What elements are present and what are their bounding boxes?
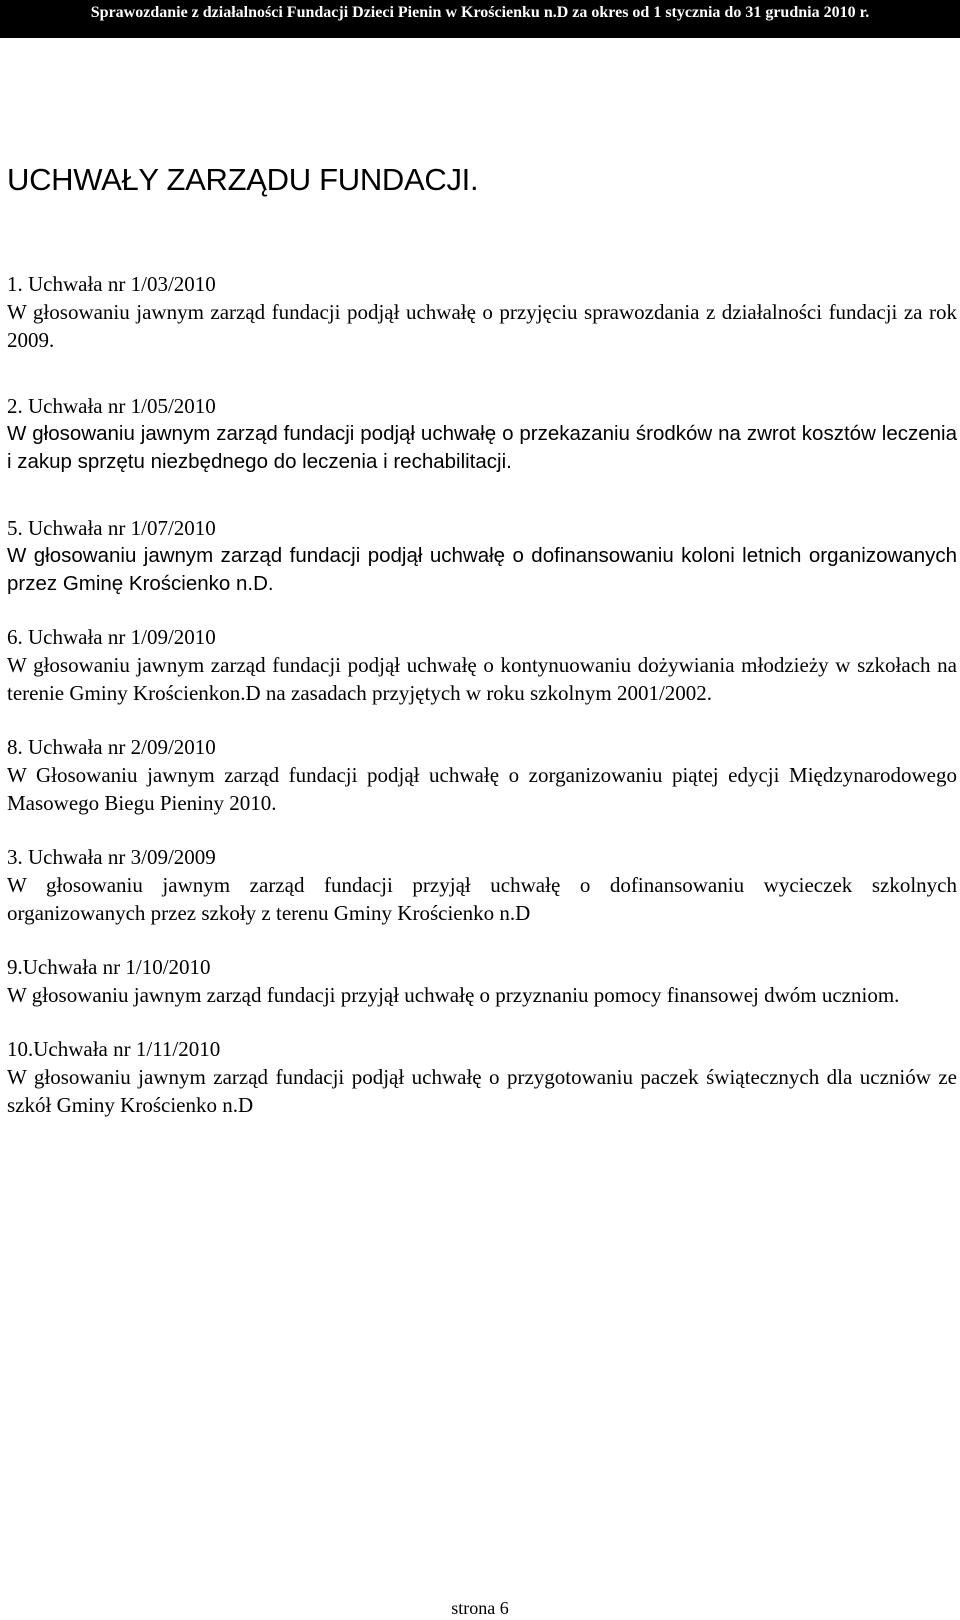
resolution-heading: 10.Uchwała nr 1/11/2010 xyxy=(7,1037,221,1061)
resolution-heading: 6. Uchwała nr 1/09/2010 xyxy=(7,625,216,649)
resolution-item xyxy=(7,514,957,598)
resolution-item xyxy=(7,392,957,476)
resolution-body: W Głosowaniu jawnym zarząd fundacji podjął uchwałę o zorganizowaniu piątej edycji Międzynarodowego Masowego Biegu Pieniny 2010. xyxy=(7,763,957,815)
resolution-body: W głosowaniu jawnym zarząd fundacji przyjął uchwałę o dofinansowaniu wycieczek szkolnych organizowanych przez szkoły z terenu Gminy Krościenko n.D xyxy=(7,873,957,925)
resolution-heading: 5. Uchwała nr 1/07/2010 xyxy=(7,516,216,540)
resolution-heading: 1. Uchwała nr 1/03/2010 xyxy=(7,272,216,296)
resolutions-list xyxy=(7,270,957,1119)
resolution-body: W głosowaniu jawnym zarząd fundacji podjął uchwałę o przekazaniu środków na zwrot kosztów leczenia i zakup sprzętu niezbędnego do leczenia i rechabilitacji. xyxy=(7,422,957,473)
resolution-item xyxy=(7,1035,957,1119)
resolution-body: W głosowaniu jawnym zarząd fundacji podjął uchwałę o dofinansowaniu koloni letnich organizowanych przez Gminę Krościenko n.D. xyxy=(7,544,957,595)
document-header: Sprawozdanie z działalności Fundacji Dzieci Pienin w Krościenku n.D za okres od 1 stycznia do 31 grudnia 2010 r. xyxy=(0,0,960,38)
resolution-body: W głosowaniu jawnym zarząd fundacji przyjął uchwałę o przyznaniu pomocy finansowej dwóm uczniom. xyxy=(7,983,900,1007)
resolution-item xyxy=(7,623,957,707)
resolution-item xyxy=(7,953,957,1009)
resolution-item xyxy=(7,733,957,817)
resolution-heading: 2. Uchwała nr 1/05/2010 xyxy=(7,394,216,418)
page-title: UCHWAŁY ZARZĄDU FUNDACJI. xyxy=(7,162,479,197)
resolution-body: W głosowaniu jawnym zarząd fundacji podjął uchwałę o przygotowaniu paczek świątecznych dla uczniów ze szkół Gminy Krościenko n.D xyxy=(7,1065,957,1117)
resolution-heading: 9.Uchwała nr 1/10/2010 xyxy=(7,955,211,979)
resolution-item xyxy=(7,843,957,927)
page-number: strona 6 xyxy=(451,1598,509,1618)
resolution-body: W głosowaniu jawnym zarząd fundacji podjął uchwałę o przyjęciu sprawozdania z działalności fundacji za rok 2009. xyxy=(7,300,957,352)
resolution-heading: 3. Uchwała nr 3/09/2009 xyxy=(7,845,216,869)
resolution-heading: 8. Uchwała nr 2/09/2010 xyxy=(7,735,216,759)
resolution-item xyxy=(7,270,957,354)
resolution-body: W głosowaniu jawnym zarząd fundacji podjął uchwałę o kontynuowaniu dożywiania młodzieży w szkołach na terenie Gminy Krościenkon.D na zasadach przyjętych w roku szkolnym 2001/2002. xyxy=(7,653,957,705)
